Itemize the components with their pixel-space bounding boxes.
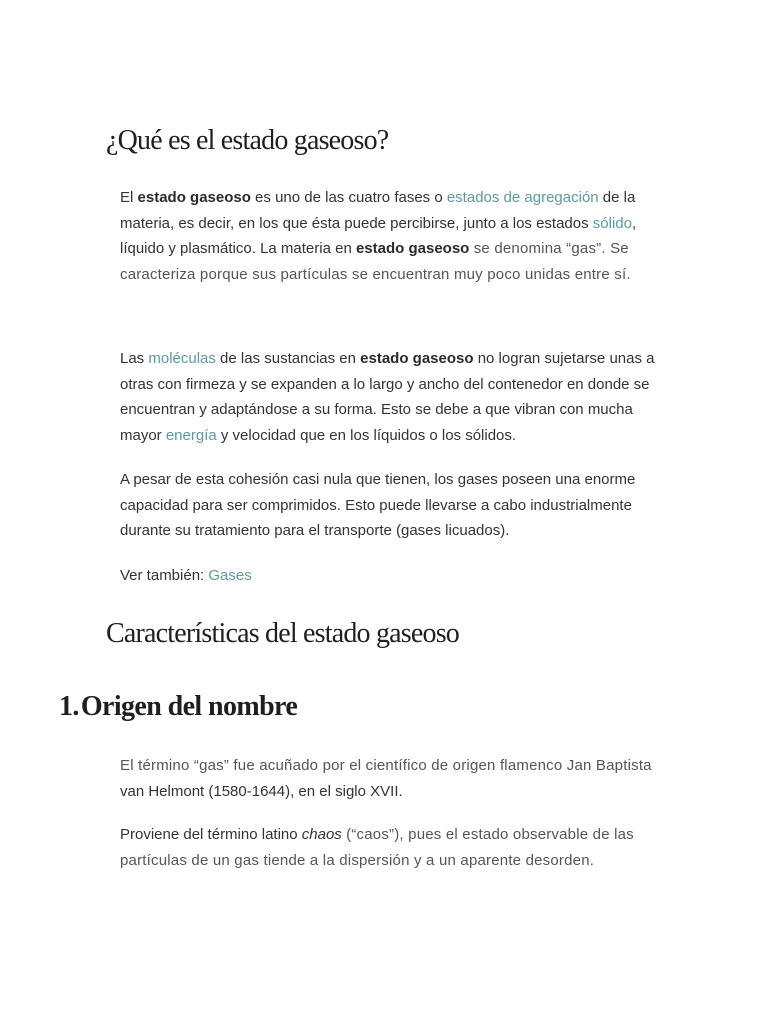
text-span: Las	[120, 350, 149, 367]
text-span: se denomina “gas”. Se caracteriza porque sus partículas se encuentran muy poco unidas entre sí.	[120, 240, 631, 283]
text-span: y velocidad que en los líquidos o los sólidos.	[216, 426, 517, 444]
text-span: , líquido y plasmático. La materia en	[120, 214, 637, 258]
bold-term: estado gaseoso	[137, 189, 251, 206]
link-gases[interactable]: Gases	[208, 567, 252, 584]
heading-origen-del-nombre	[59, 691, 297, 723]
link-solido[interactable]: sólido	[592, 214, 632, 232]
paragraph-chaos	[120, 822, 660, 873]
link-moleculas[interactable]: moléculas	[148, 350, 216, 367]
bold-term: estado gaseoso	[360, 350, 474, 367]
text-span: van Helmont (1580-1644), en el siglo XVII.	[120, 782, 403, 800]
text-span: de las sustancias en	[215, 350, 361, 367]
link-energia[interactable]: energía	[165, 426, 217, 444]
heading-caracteristicas: Características del estado gaseoso	[106, 618, 459, 649]
italic-term: chaos	[301, 826, 342, 843]
paragraph-termino-gas	[120, 753, 660, 804]
text-span: Ver también:	[120, 567, 209, 584]
paragraph-definicion	[120, 185, 660, 287]
heading-text: Origen del nombre	[80, 691, 298, 722]
text-span: Proviene del término latino	[120, 826, 302, 843]
link-estados-de-agregacion[interactable]: estados de agregación	[446, 189, 599, 206]
text-span: El	[120, 189, 138, 206]
heading-que-es: ¿Qué es el estado gaseoso?	[106, 125, 389, 156]
text-span: El término “gas” fue acuñado por el científico de origen flamenco Jan Baptista	[120, 757, 652, 774]
paragraph-moleculas	[120, 346, 660, 448]
text-span: es uno de las cuatro fases o	[250, 189, 447, 206]
heading-number: 1.	[59, 691, 79, 722]
paragraph-ver-tambien	[120, 563, 660, 589]
text-span: (“caos”), pues el estado observable de las partículas de un gas tiende a la dispersión y a un aparente desorden.	[120, 826, 634, 869]
bold-term: estado gaseoso	[355, 240, 470, 258]
paragraph-compresion: A pesar de esta cohesión casi nula que tienen, los gases poseen una enorme capacidad para ser comprimidos. Esto puede llevarse a cabo industrialmente durante su tratamiento para el transporte (gases licuados).	[120, 471, 636, 540]
text-span: no logran sujetarse unas a otras con firmeza y se expanden a lo largo y ancho del contenedor en donde se encuentran y adaptándose a su forma. Esto se debe a que vibran con mucha mayor	[120, 350, 655, 444]
text-span: de la materia, es decir, en los que ésta puede percibirse, junto a los estados	[120, 189, 636, 232]
